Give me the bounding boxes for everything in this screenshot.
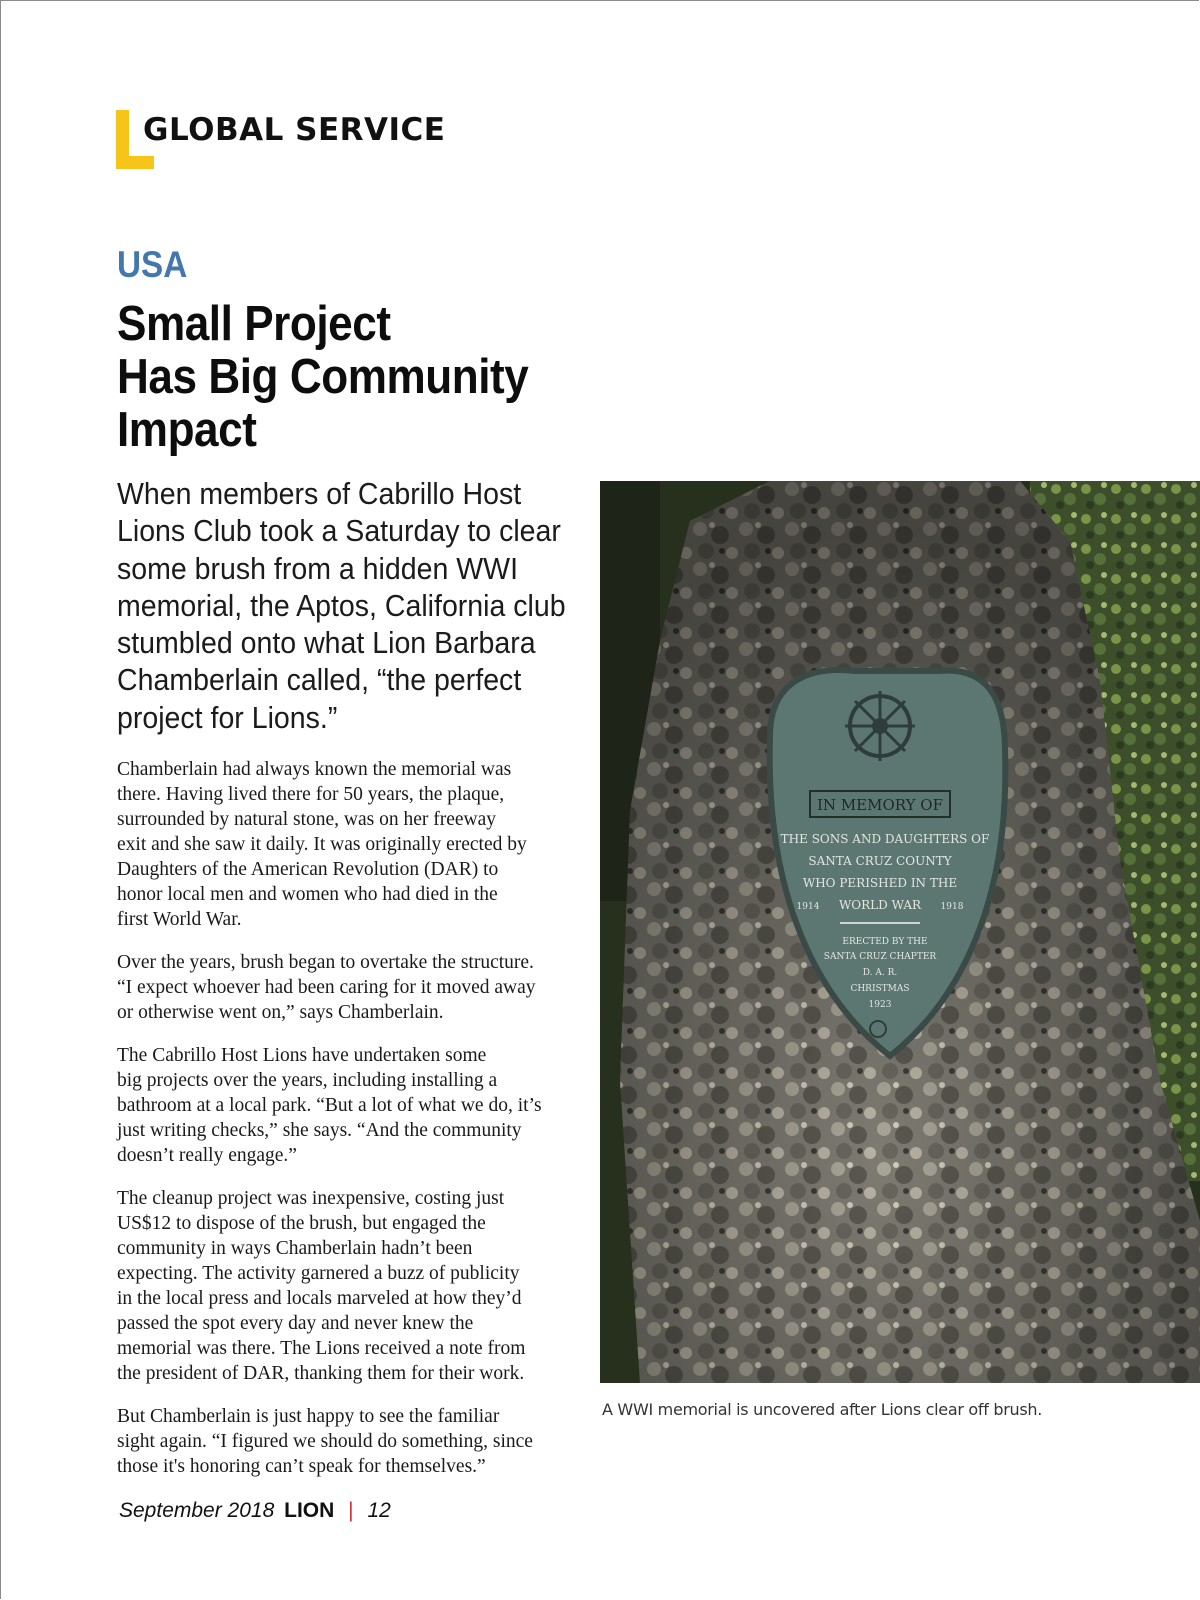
body-line: doesn’t really engage.” <box>117 1145 297 1166</box>
body-line: passed the spot every day and never knew the <box>117 1313 474 1334</box>
plaque-war-start: 1914 <box>796 902 820 912</box>
memorial-photo <box>600 481 1200 1383</box>
body-line: bathroom at a local park. “But a lot of what we do, it’s <box>117 1095 542 1116</box>
body-line: just writing checks,” she says. “And the community <box>117 1120 522 1141</box>
body-line: or otherwise went on,” says Chamberlain. <box>117 1002 444 1023</box>
magazine-name: LION <box>284 1499 335 1522</box>
body-line: first World War. <box>117 909 242 930</box>
body-line: those it's honoring can’t speak for themselves.” <box>117 1456 486 1477</box>
plaque-erected-line: 1923 <box>868 1000 892 1010</box>
plaque-war-end: 1918 <box>940 902 964 912</box>
plaque-erected-line: CHRISTMAS <box>850 984 910 994</box>
body-line: expecting. The activity garnered a buzz of publicity <box>117 1263 520 1284</box>
body-line: The cleanup project was inexpensive, costing just <box>117 1188 505 1209</box>
body-line: big projects over the years, including installing a <box>117 1070 498 1091</box>
article-lede <box>117 475 587 736</box>
body-line: community in ways Chamberlain hadn’t been <box>117 1238 473 1259</box>
article-body <box>117 757 572 1497</box>
footer-separator: | <box>348 1499 354 1522</box>
body-line: US$12 to dispose of the brush, but engaged the <box>117 1213 486 1234</box>
body-line: memorial was there. The Lions received a note from <box>117 1338 526 1359</box>
body-line: surrounded by natural stone, was on her freeway <box>117 809 497 830</box>
plaque-line: THE SONS AND DAUGHTERS OF <box>780 832 990 846</box>
section-title: GLOBAL SERVICE <box>143 112 446 148</box>
page-number: 12 <box>367 1499 391 1522</box>
body-line: exit and she saw it daily. It was originally erected by <box>117 834 527 855</box>
lede-line: project for Lions.” <box>117 699 338 735</box>
headline-line: Impact <box>117 403 257 457</box>
lede-line: Lions Club took a Saturday to clear <box>117 513 561 549</box>
lede-line: When members of Cabrillo Host <box>117 476 522 511</box>
plaque-line: WHO PERISHED IN THE <box>802 876 958 890</box>
lede-line: memorial, the Aptos, California club <box>117 587 566 623</box>
lede-line: stumbled onto what Lion Barbara <box>117 625 536 661</box>
plaque-war-line: WORLD WAR <box>838 898 922 912</box>
headline-line: Has Big Community <box>117 350 529 404</box>
body-line: But Chamberlain is just happy to see the familiar <box>117 1406 500 1427</box>
article-headline <box>117 298 577 457</box>
plaque-heading: IN MEMORY OF <box>817 796 943 814</box>
lede-line: some brush from a hidden WWI <box>117 550 519 586</box>
body-line: there. Having lived there for 50 years, the plaque, <box>117 784 505 805</box>
plaque-erected-line: ERECTED BY THE <box>842 937 928 947</box>
body-paragraph <box>117 1404 572 1479</box>
body-line: Chamberlain had always known the memorial was <box>117 759 512 780</box>
plaque-line: SANTA CRUZ COUNTY <box>808 854 952 868</box>
body-line: Over the years, brush began to overtake the structure. <box>117 952 534 973</box>
body-paragraph <box>117 950 572 1025</box>
body-line: Daughters of the American Revolution (DAR) to <box>117 859 499 880</box>
lede-line: Chamberlain called, “the perfect <box>117 662 522 698</box>
page-footer <box>119 1499 391 1523</box>
body-paragraph <box>117 1186 572 1386</box>
plaque-erected-line: SANTA CRUZ CHAPTER <box>823 952 937 962</box>
body-line: “I expect whoever had been caring for it moved away <box>117 977 536 998</box>
plaque-erected-line: D. A. R. <box>862 968 898 978</box>
photo-caption: A WWI memorial is uncovered after Lions clear off brush. <box>602 1400 1042 1419</box>
body-line: in the local press and locals marveled at how they’d <box>117 1288 522 1309</box>
body-paragraph <box>117 757 572 932</box>
body-line: The Cabrillo Host Lions have undertaken some <box>117 1045 487 1066</box>
article-kicker: USA <box>117 244 188 285</box>
headline-line: Small Project <box>117 297 391 351</box>
body-line: sight again. “I figured we should do something, since <box>117 1431 533 1452</box>
body-paragraph <box>117 1043 572 1168</box>
body-line: honor local men and women who had died in the <box>117 884 498 905</box>
body-line: the president of DAR, thanking them for their work. <box>117 1363 525 1384</box>
issue-date: September 2018 <box>119 1499 275 1522</box>
